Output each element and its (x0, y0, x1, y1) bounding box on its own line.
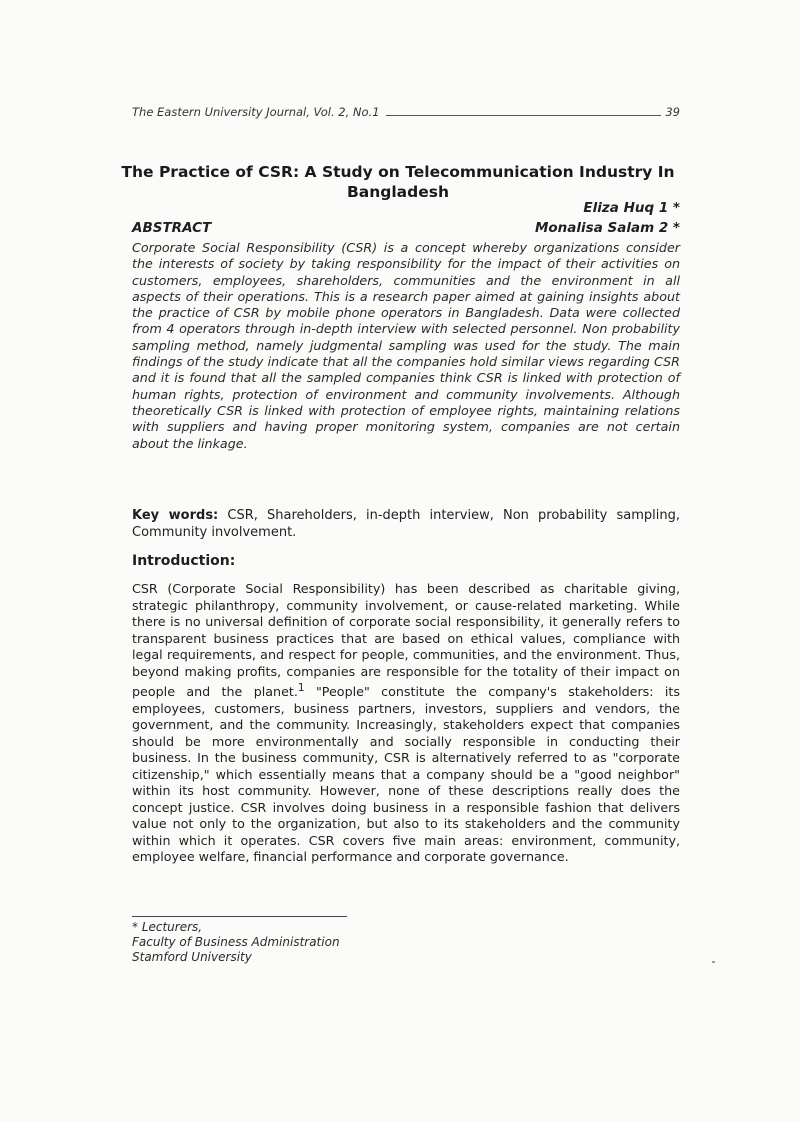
introduction-heading: Introduction: (132, 553, 236, 569)
author-2: Monalisa Salam 2 * (534, 220, 680, 236)
introduction-text (132, 581, 680, 866)
journal-citation: The Eastern University Journal, Vol. 2, No.1 (132, 105, 380, 119)
abstract-author-row (132, 220, 680, 236)
footnote-line-3: Stamford University (132, 950, 252, 964)
footnote-line-1: * Lecturers, (132, 920, 203, 934)
author-1: Eliza Huq 1 * (583, 200, 680, 216)
abstract-text: Corporate Social Responsibility (CSR) is a concept whereby organizations consider the interests of society by taking responsibility for the impact of their activities on customers, employees, shareholders, communities and the environment in all aspects of their operations. This is a research paper aimed at gaining insights about the practice of CSR by mobile phone operators in Bangladesh. Data were collected from 4 operators through in-depth interview with selected personnel. Non probability sampling method, namely judgmental sampling was used for the study. The main findings of the study indicate that all the companies hold similar views regarding CSR and it is found that all the sampled companies think CSR is linked with protection of human rights, protection of environment and community involvements. Although theoretically CSR is linked with protection of employee rights, maintaining relations with suppliers and having proper monitoring system, companies are not certain about the linkage. (132, 240, 680, 451)
paper-title: The Practice of CSR: A Study on Telecommunication Industry In Bangladesh (121, 163, 675, 201)
scan-speck (712, 961, 715, 963)
header-rule (386, 115, 662, 116)
keywords-paragraph (132, 507, 680, 541)
running-header (132, 105, 680, 119)
footnote-rule (132, 916, 347, 917)
abstract-heading: ABSTRACT (132, 220, 212, 236)
footnote (132, 920, 432, 965)
page-number: 39 (665, 105, 680, 119)
footnote-line-2: Faculty of Business Administration (132, 935, 340, 949)
introduction-text-part1: CSR (Corporate Social Responsibility) has been described as charitable giving, strategic philanthropy, community involvement, or cause-related marketing. While there is no universal definition of corporate social responsibility, it generally refers to transparent business practices that are based on ethical values, compliance with legal requirements, and respect for people, communities, and the environment. Thus, beyond making profits, companies are responsible for the totality of their impact on people and the planet. (132, 581, 680, 700)
footnote-ref: 1 (297, 682, 305, 694)
keywords-label: Key words: (132, 508, 219, 523)
introduction-text-part2: "People" constitute the company's stakeholders: its employees, customers, business partners, investors, suppliers and vendors, the government, and the community. Increasingly, stakeholders expect that companies should be more environmentally and socially responsible in conducting their business. In the business community, CSR is alternatively referred to as "corporate citizenship," which essentially means that a company should be a "good neighbor" within its host community. However, none of these descriptions really does the concept justice. CSR involves doing business in a responsible fashion that delivers value not only to the organization, but also to its stakeholders and the community within which it operates. CSR covers five main areas: environment, community, employee welfare, financial performance and corporate governance. (132, 684, 680, 865)
keywords-text: CSR, Shareholders, in-depth interview, Non probability sampling, Community involvement. (132, 508, 680, 540)
